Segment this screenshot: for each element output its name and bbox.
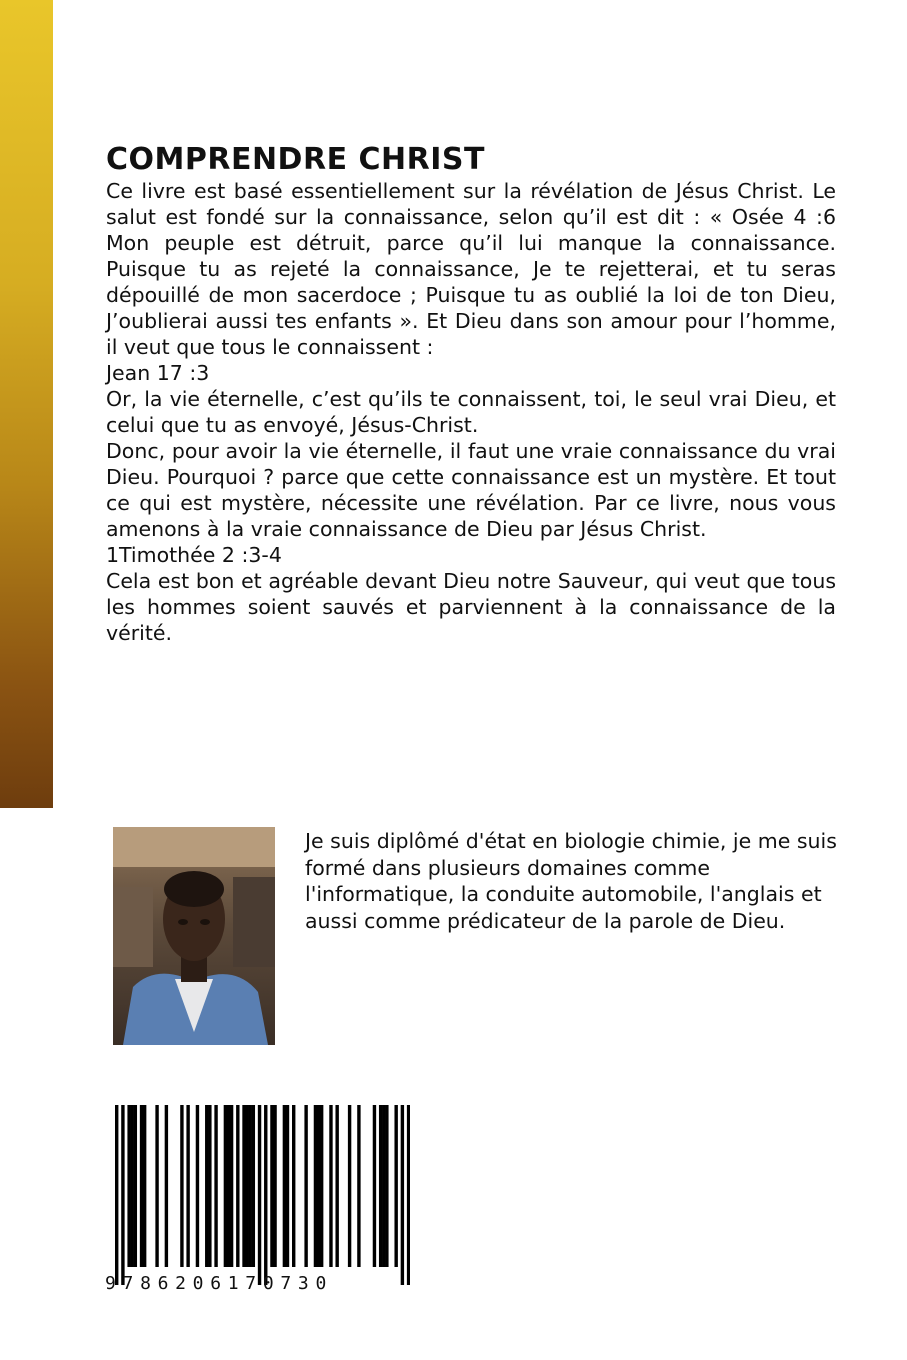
- barcode-bar: [208, 1105, 211, 1267]
- barcode-bar: [180, 1105, 183, 1267]
- barcode-bar: [401, 1105, 404, 1285]
- paragraph-mystery: Donc, pour avoir la vie éternelle, il faut une vraie connaissance du vrai Dieu. Pourquoi ? parce que cette connaissance est un mystère. Et tout ce qui est mystère, nécessite une révélation. Par ce livre, nous vous amenons à la vraie connaissance de Dieu par Jésus Christ.: [106, 439, 836, 541]
- barcode-bar: [205, 1105, 208, 1267]
- barcode-bar: [286, 1105, 289, 1267]
- barcode-bar: [245, 1105, 248, 1267]
- barcode-bar: [270, 1105, 273, 1267]
- barcode-bar: [186, 1105, 189, 1267]
- isbn-number: 9786206170730: [105, 1273, 333, 1294]
- barcode-bar: [258, 1105, 261, 1285]
- barcode-bar: [249, 1105, 252, 1267]
- barcode-bar: [348, 1105, 351, 1267]
- barcode-bar: [264, 1105, 267, 1285]
- barcode-bar: [242, 1105, 245, 1267]
- barcode-bar: [335, 1105, 338, 1267]
- barcode-bar: [317, 1105, 320, 1267]
- barcode-bar: [385, 1105, 388, 1267]
- isbn-barcode: [115, 1105, 410, 1285]
- paragraph-jean-verse: Or, la vie éternelle, c’est qu’ils te connaissent, toi, le seul vrai Dieu, et celui que tu as envoyé, Jésus-Christ.: [106, 387, 836, 437]
- barcode-bar: [283, 1105, 286, 1267]
- barcode-bar: [140, 1105, 143, 1267]
- barcode-bar: [214, 1105, 217, 1267]
- barcode-bar: [115, 1105, 118, 1285]
- paragraph-intro: Ce livre est basé essentiellement sur la révélation de Jésus Christ. Le salut est fondé sur la connaissance, selon qu’il est dit : « Osée 4 :6 Mon peuple est détruit, parce qu’il lui manque la connaissance. Puisque tu as rejeté la connaissance, Je te rejetterai, et tu seras dépouillé de mon sacerdoce ; Puisque tu as oublié la loi de ton Dieu, J’oublierai aussi tes enfants ». Et Dieu dans son amour pour l’homme, il veut que tous le connaissent :: [106, 179, 836, 359]
- barcode-bar: [357, 1105, 360, 1267]
- barcode-bar: [407, 1105, 410, 1285]
- barcode-bar: [252, 1105, 255, 1267]
- barcode-bar: [121, 1105, 124, 1285]
- barcode-bar: [314, 1105, 317, 1267]
- verse-reference-jean: Jean 17 :3: [106, 361, 210, 385]
- barcode-bar: [292, 1105, 295, 1267]
- verse-reference-timothee: 1Timothée 2 :3-4: [106, 543, 282, 567]
- barcode-bar: [134, 1105, 137, 1267]
- book-title: COMPRENDRE CHRIST: [106, 142, 485, 177]
- back-cover-text: [106, 178, 836, 646]
- barcode-bar: [320, 1105, 323, 1267]
- barcode-bar: [196, 1105, 199, 1267]
- barcode-bar: [236, 1105, 239, 1267]
- barcode-bar: [304, 1105, 307, 1267]
- barcode-bar: [155, 1105, 158, 1267]
- barcode-bar: [329, 1105, 332, 1267]
- gold-side-band: [0, 0, 53, 808]
- barcode-bar: [394, 1105, 397, 1267]
- barcode-bar: [127, 1105, 130, 1267]
- barcode-bar: [230, 1105, 233, 1267]
- barcode-bar: [273, 1105, 276, 1267]
- barcode-bar: [224, 1105, 227, 1267]
- barcode-bar: [165, 1105, 168, 1267]
- barcode-bar: [227, 1105, 230, 1267]
- paragraph-timothee-verse: Cela est bon et agréable devant Dieu notre Sauveur, qui veut que tous les hommes soient sauvés et parviennent à la connaissance de la vérité.: [106, 569, 836, 645]
- author-bio: Je suis diplômé d'état en biologie chimie, je me suis formé dans plusieurs domaines comme l'informatique, la conduite automobile, l'anglais et aussi comme prédicateur de la parole de Dieu.: [305, 829, 837, 933]
- barcode-bar: [379, 1105, 382, 1267]
- author-photo: [113, 827, 275, 1045]
- barcode-bar: [382, 1105, 385, 1267]
- barcode-bar: [131, 1105, 134, 1267]
- barcode-bar: [373, 1105, 376, 1267]
- barcode-bar: [143, 1105, 146, 1267]
